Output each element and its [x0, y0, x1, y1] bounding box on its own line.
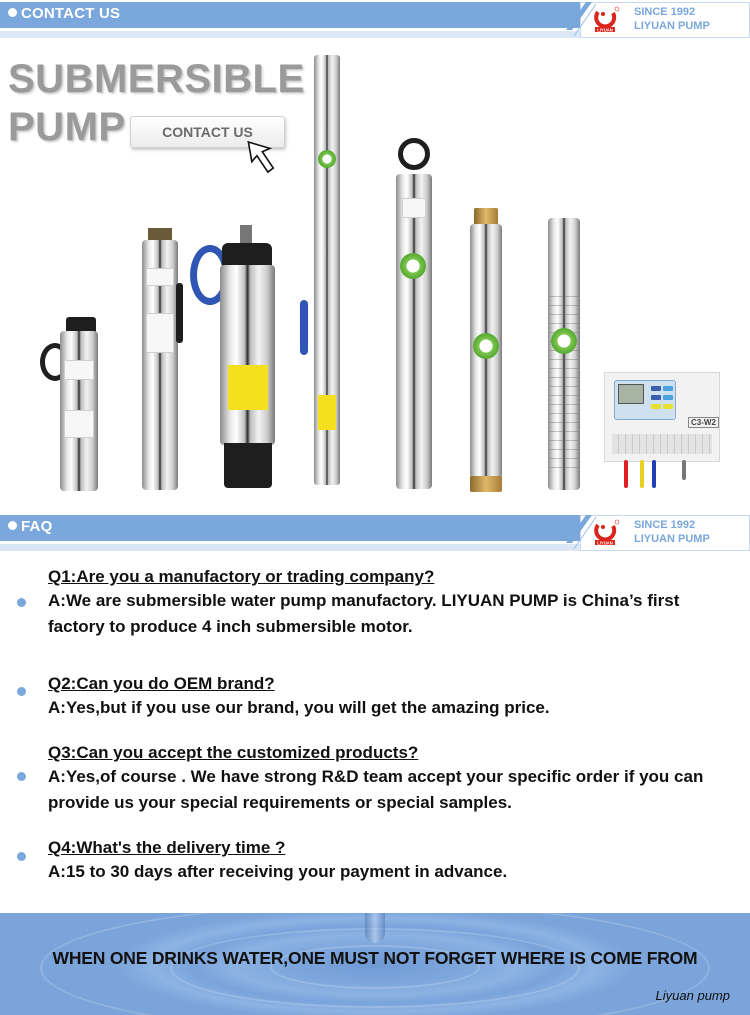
faq-bullet-icon — [17, 772, 26, 781]
bullet-icon — [8, 8, 17, 17]
wire-gray — [682, 460, 686, 480]
motor-base — [224, 443, 272, 488]
motor-body — [220, 265, 275, 445]
controller-display — [618, 384, 644, 404]
product-brass-head-pump[interactable] — [468, 208, 508, 493]
faq-answer: A:We are submersible water pump manufactory. LIYUAN PUMP is China’s first factory to produce 4 inch submersible motor. — [48, 591, 680, 636]
liyuan-logo-icon — [592, 6, 620, 34]
section-title-text: CONTACT US — [21, 5, 121, 22]
header-band — [0, 515, 600, 541]
brand-text — [634, 518, 710, 546]
wire-yellow — [640, 460, 644, 488]
cable — [300, 300, 308, 355]
nameplate — [64, 360, 94, 380]
nameplate — [146, 313, 174, 353]
brand-name: LIYUAN PUMP — [634, 20, 710, 32]
brand-name: LIYUAN PUMP — [634, 533, 710, 545]
brand-text — [634, 5, 710, 33]
footer-signature: Liyuan pump — [655, 988, 730, 1003]
faq-section-header — [0, 513, 750, 553]
svg-text:LIYUAN: LIYUAN — [597, 27, 613, 33]
svg-text:LIYUAN: LIYUAN — [597, 540, 613, 546]
cable — [176, 283, 183, 343]
motor-shaft — [240, 225, 252, 245]
hero-title-line1: SUBMERSIBLE — [8, 57, 305, 101]
footer-motto: WHEN ONE DRINKS WATER,ONE MUST NOT FORGET WHERE IS COME FROM — [52, 948, 698, 968]
product-deepwell-4inch-cable[interactable] — [390, 138, 440, 493]
cable-coil — [398, 138, 430, 170]
water-drop-icon — [365, 913, 385, 943]
contact-section-header — [0, 0, 750, 40]
faq-answer: A:Yes,of course . We have strong R&D team accept your specific order if you can provide us your special requirements or special samples. — [48, 767, 704, 812]
faq-item-1 — [48, 566, 738, 640]
controller-key — [663, 404, 673, 409]
nameplate — [402, 198, 426, 218]
product-motor-6inch[interactable] — [190, 225, 290, 495]
controller-fins — [612, 434, 712, 454]
footer-banner — [0, 913, 750, 1015]
controller-key — [651, 404, 661, 409]
stage-rings — [550, 288, 578, 468]
contact-us-button[interactable]: CONTACT US — [130, 116, 285, 148]
nameplate — [146, 268, 174, 286]
controller-key — [663, 395, 673, 400]
product-motor-short[interactable] — [40, 315, 100, 495]
faq-bullet-icon — [17, 598, 26, 607]
faq-answer: A:15 to 30 days after receiving your payment in advance. — [48, 862, 508, 881]
faq-bullet-icon — [17, 687, 26, 696]
product-multistage-pump-end[interactable] — [546, 218, 586, 493]
faq-item-2 — [48, 673, 738, 721]
certification-badge — [473, 333, 499, 359]
product-deepwell-3inch[interactable] — [300, 55, 350, 490]
controller-key — [651, 395, 661, 400]
nameplate — [64, 410, 94, 438]
bullet-icon — [8, 521, 17, 530]
faq-question: Q4:What's the delivery time ? — [48, 838, 286, 857]
controller-key — [651, 386, 661, 391]
warning-label — [228, 365, 268, 410]
controller-key — [663, 386, 673, 391]
brass-inlet — [470, 476, 502, 492]
section-title — [8, 5, 120, 22]
brand-since: SINCE 1992 — [634, 519, 696, 531]
faq-question: Q3:Can you accept the customized products? — [48, 743, 419, 762]
section-title-text: FAQ — [21, 518, 53, 535]
faq-item-3 — [48, 742, 738, 816]
faq-bullet-icon — [17, 852, 26, 861]
hero-title-line2: PUMP — [8, 105, 126, 149]
wire-red — [624, 460, 628, 488]
warning-label — [318, 395, 336, 430]
pointer-cursor-icon — [247, 138, 277, 178]
wire-blue — [652, 460, 656, 488]
certification-badge — [551, 328, 577, 354]
section-title — [8, 518, 52, 535]
liyuan-logo-icon — [592, 519, 620, 547]
product-motor-long[interactable] — [140, 228, 190, 493]
certification-badge — [400, 253, 426, 279]
faq-question: Q2:Can you do OEM brand? — [48, 674, 275, 693]
faq-answer: A:Yes,but if you use our brand, you will get the amazing price. — [48, 698, 550, 717]
controller-model-label: C3-W2 — [688, 417, 719, 428]
faq-question: Q1:Are you a manufactory or trading company? — [48, 567, 435, 586]
faq-item-4 — [48, 837, 738, 885]
certification-badge — [318, 150, 336, 168]
brand-since: SINCE 1992 — [634, 6, 696, 18]
pump-body — [396, 174, 432, 489]
product-pump-controller[interactable] — [604, 372, 720, 492]
